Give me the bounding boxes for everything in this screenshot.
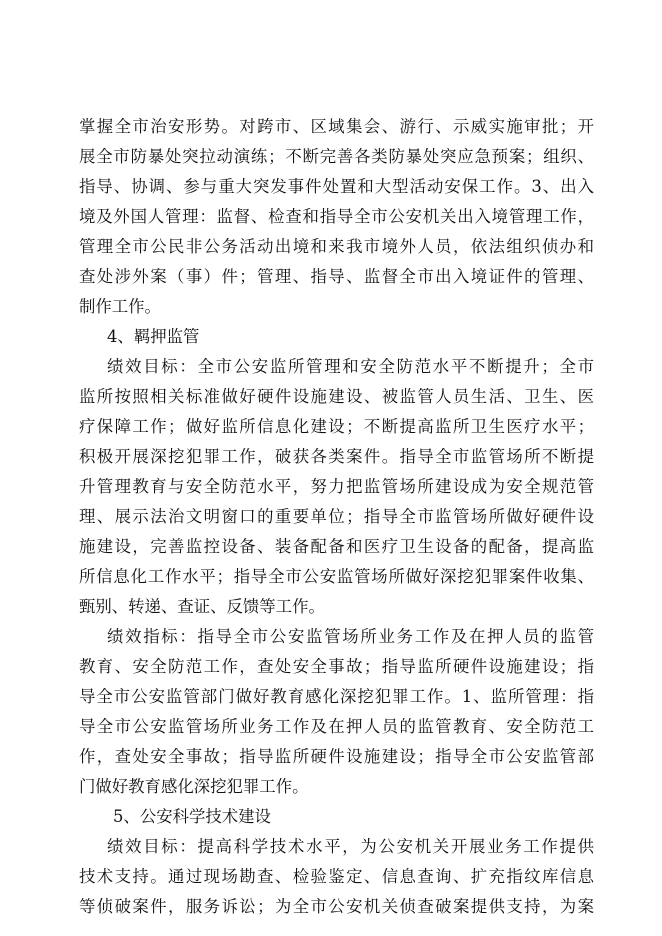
body-text-line: 作，查处安全事故；指导监所硬件设施建设；指导全市公安监管部 — [79, 747, 594, 766]
body-text-line: 疗保障工作；做好监所信息化建设；不断提高监所卫生医疗水平； — [79, 417, 594, 436]
section-heading: 5、公安科学技术建设 — [113, 807, 271, 826]
body-text-line: 指导、协调、参与重大突发事件处置和大型活动安保工作。3、出入 — [79, 177, 594, 196]
body-text-line: 积极开展深挖犯罪工作，破获各类案件。指导全市监管场所不断提 — [79, 447, 594, 466]
body-text-line: 教育、安全防范工作，查处安全事故；指导监所硬件设施建设；指 — [79, 657, 594, 676]
body-text-line: 监所按照相关标准做好硬件设施建设、被监管人员生活、卫生、医 — [79, 387, 594, 406]
body-text-line: 展全市防暴处突拉动演练；不断完善各类防暴处突应急预案；组织、 — [79, 147, 594, 166]
paragraph-first-line: 绩效指标：指导全市公安监管场所业务工作及在押人员的监管 — [107, 627, 594, 646]
body-text-line: 掌握全市治安形势。对跨市、区域集会、游行、示威实施审批；开 — [79, 117, 594, 136]
body-text-line: 所信息化工作水平；指导全市公安监管场所做好深挖犯罪案件收集、 — [79, 567, 594, 586]
body-text-line: 升管理教育与安全防范水平，努力把监管场所建设成为安全规范管 — [79, 477, 594, 496]
paragraph-first-line: 绩效目标：全市公安监所管理和安全防范水平不断提升；全市 — [107, 357, 594, 376]
body-text-line: 导全市公安监管部门做好教育感化深挖犯罪工作。1、监所管理：指 — [79, 687, 594, 706]
body-text-line: 甄别、转递、查证、反馈等工作。 — [79, 597, 325, 616]
body-text-line: 等侦破案件，服务诉讼；为全市公安机关侦查破案提供支持，为案 — [79, 897, 594, 916]
body-text-line: 技术支持。通过现场勘查、检验鉴定、信息查询、扩充指纹库信息 — [79, 867, 594, 886]
body-text-line: 境及外国人管理：监督、检查和指导全市公安机关出入境管理工作， — [79, 207, 594, 226]
body-text-line: 导全市公安监管场所业务工作及在押人员的监管教育、安全防范工 — [79, 717, 594, 736]
body-text-line: 管理全市公民非公务活动出境和来我市境外人员，依法组织侦办和 — [79, 237, 594, 256]
body-text-line: 门做好教育感化深挖犯罪工作。 — [79, 777, 309, 796]
body-text-line: 制作工作。 — [79, 297, 161, 316]
body-text-line: 查处涉外案（事）件；管理、指导、监督全市出入境证件的管理、 — [79, 267, 594, 286]
paragraph-first-line: 绩效目标：提高科学技术水平，为公安机关开展业务工作提供 — [107, 837, 594, 856]
body-text-line: 施建设，完善监控设备、装备配备和医疗卫生设备的配备，提高监 — [79, 537, 594, 556]
section-heading: 4、羁押监管 — [107, 327, 200, 346]
body-text-line: 理、展示法治文明窗口的重要单位；指导全市监管场所做好硬件设 — [79, 507, 594, 526]
